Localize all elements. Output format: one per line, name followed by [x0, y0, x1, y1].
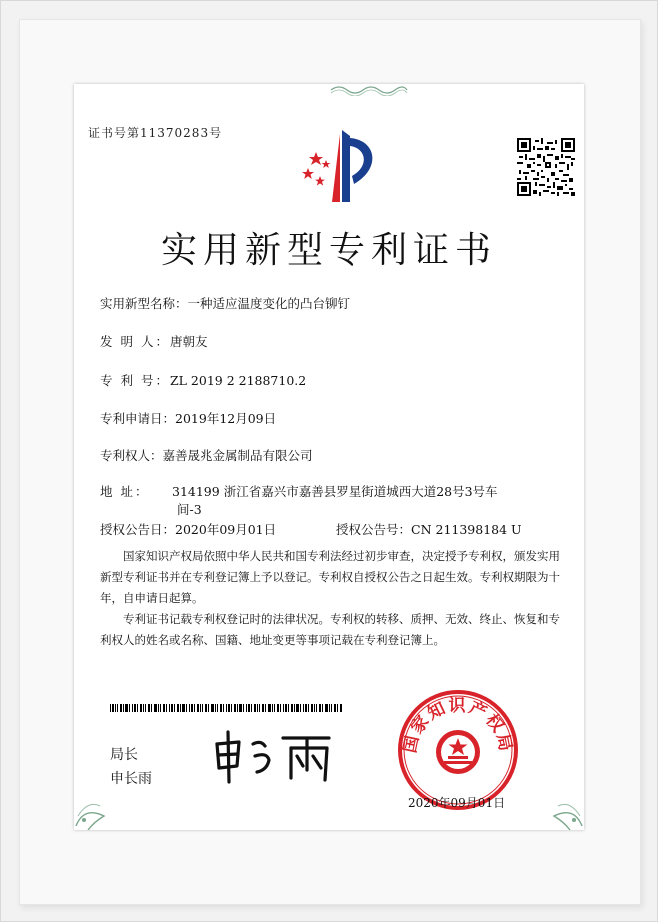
field-utility-name: [100, 294, 350, 312]
corner-ornament-left: [74, 786, 114, 830]
certificate-title: 实用新型专利证书: [160, 230, 497, 271]
field-inventor: [100, 332, 207, 350]
certificate-paper: [74, 84, 584, 830]
field-value: 唐朝友: [169, 334, 208, 349]
qr-code: [517, 138, 575, 196]
field-label: 授权公告号：: [336, 522, 412, 537]
notice-paragraph-1: 国家知识产权局依照中华人民共和国专利法经过初步审查，决定授予专利权，颁发实用新型专利证书并在专利登记簿上予以登记。专利权自授权公告之日起生效。专利权期限为十年，自申请日起算。: [100, 549, 560, 605]
field-grant-date: [100, 520, 276, 538]
field-value: 嘉善晟兆金属制品有限公司: [162, 448, 313, 463]
field-patentee: [100, 446, 313, 464]
field-label: 专利权人：: [100, 448, 163, 463]
top-ornament: [329, 84, 409, 96]
corner-ornament-right: [544, 786, 584, 830]
director-title: 局长: [110, 747, 138, 763]
field-value: 一种适应温度变化的凸台铆钉: [187, 296, 351, 311]
barcode: [110, 704, 342, 712]
field-label: 专利申请日：: [100, 411, 176, 426]
notice-text: [100, 546, 570, 651]
certificate-number: 证书号第11370283号: [88, 126, 223, 140]
field-value: 2020年09月01日: [175, 522, 277, 537]
field-label: 授权公告日：: [100, 522, 176, 537]
seal-date: 2020年09月01日: [408, 796, 506, 810]
field-address: [100, 482, 498, 500]
field-grant-number: [336, 520, 522, 538]
field-patent-number: [100, 371, 306, 389]
cnipa-logo: [296, 126, 386, 206]
field-address-line2: 间-3: [177, 502, 202, 517]
field-value: CN 211398184 U: [411, 522, 522, 537]
field-value: 314199 浙江省嘉兴市嘉善县罗星街道城西大道28号3号车: [172, 484, 498, 499]
field-label: 地 址：: [100, 484, 150, 499]
seal-text: 国家知识产权局: [400, 696, 516, 755]
notice-paragraph-2: 专利证书记载专利权登记时的法律状况。专利权的转移、质押、无效、终止、恢复和专利权人的姓名或名称、国籍、地址变更等事项记载在专利登记簿上。: [100, 612, 560, 647]
field-label: 专 利 号：: [100, 373, 170, 388]
field-label: 实用新型名称：: [100, 296, 188, 311]
director-signature: [209, 726, 349, 786]
field-application-date: [100, 409, 276, 427]
field-value: 2019年12月09日: [175, 411, 277, 426]
director-name: 申长雨: [110, 771, 152, 787]
field-label: 发 明 人：: [100, 334, 170, 349]
field-value: ZL 2019 2 2188710.2: [169, 373, 307, 388]
